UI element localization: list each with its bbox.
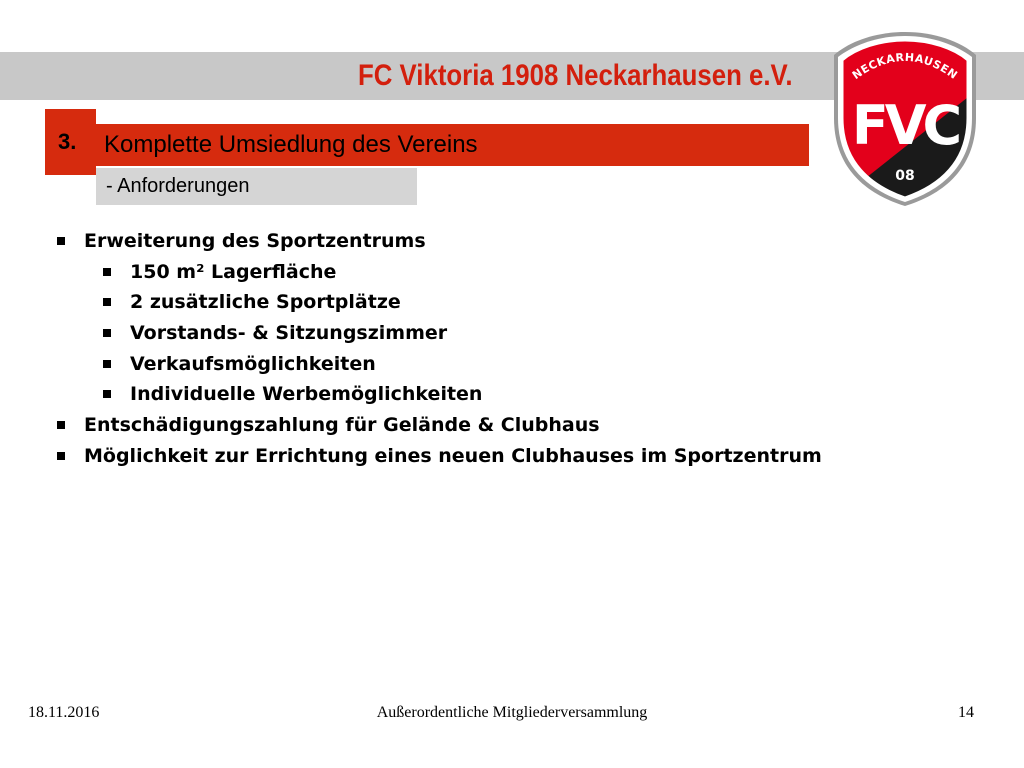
list-item: 2 zusätzliche Sportplätze — [55, 287, 955, 318]
svg-text:FVC: FVC — [851, 94, 959, 157]
club-crest-logo — [828, 26, 982, 208]
section-number: 3. — [58, 129, 77, 154]
list-item: Verkaufsmöglichkeiten — [55, 349, 955, 380]
svg-text:08: 08 — [895, 168, 915, 184]
list-item: 150 m² Lagerfläche — [55, 257, 955, 288]
list-item: Entschädigungszahlung für Gelände & Clubhaus — [55, 410, 955, 441]
section-number-badge — [45, 109, 96, 175]
footer-event: Außerordentliche Mitgliederversammlung — [376, 704, 648, 721]
svg-text:NECKARHAUSEN: NECKARHAUSEN — [849, 50, 961, 83]
list-item: Individuelle Werbemöglichkeiten — [55, 379, 955, 410]
club-name: FC Viktoria 1908 Neckarhausen e.V. — [358, 59, 793, 92]
list-item: Möglichkeit zur Errichtung eines neuen Clubhauses im Sportzentrum — [55, 441, 955, 472]
section-title: Komplette Umsiedlung des Vereins — [104, 131, 478, 158]
footer-date: 18.11.2016 — [28, 704, 100, 721]
section-subtitle-bar — [96, 168, 417, 205]
list-item: Vorstands- & Sitzungszimmer — [55, 318, 955, 349]
footer-page-number: 14 — [958, 704, 974, 721]
list-item: Erweiterung des Sportzentrums — [55, 226, 955, 257]
section-title-bar — [96, 124, 809, 166]
section-subtitle: - Anforderungen — [106, 175, 250, 197]
requirements-list — [55, 226, 955, 472]
